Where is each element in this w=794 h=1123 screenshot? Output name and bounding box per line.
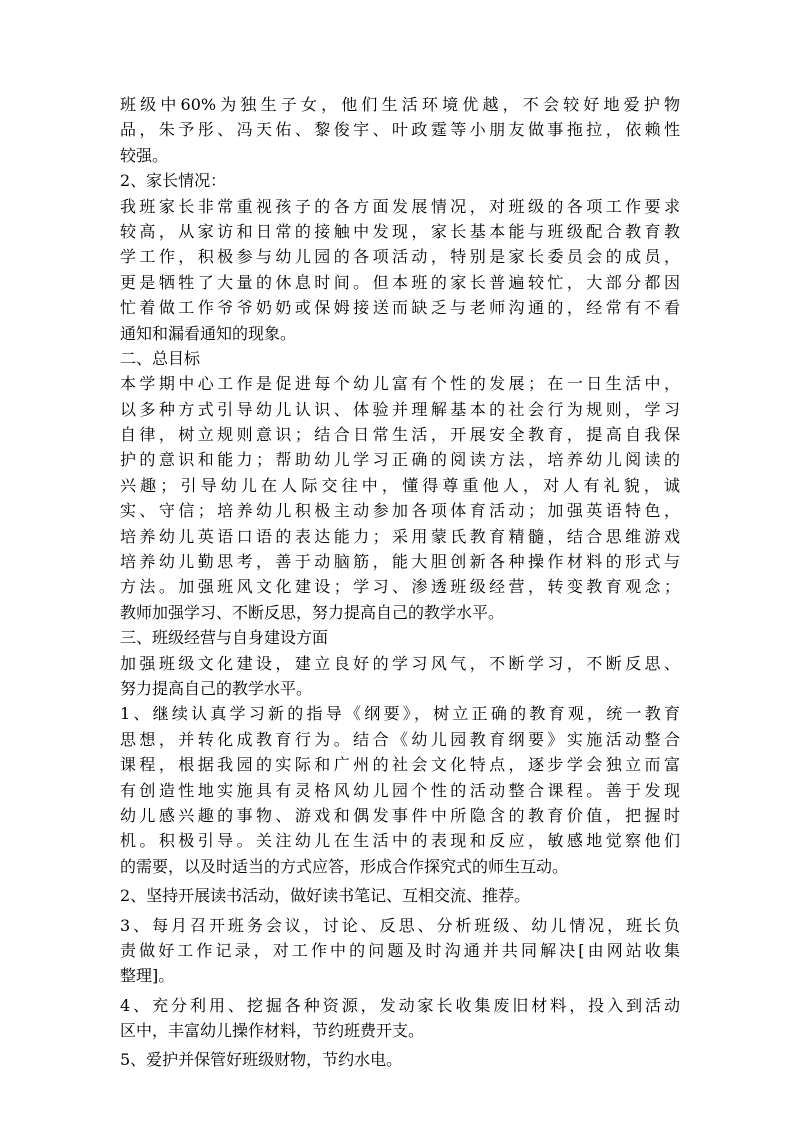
text-line: 实、守信；培养幼儿积极主动参加各项体育活动；加强英语特色，	[120, 501, 680, 521]
section-heading	[120, 346, 680, 371]
text-line: 我班家长非常重视孩子的各方面发展情况，对班级的各项工作要求	[120, 196, 680, 216]
text-line: 护的意识和能力；帮助幼儿学习正确的阅读方法，培养幼儿阅读的	[120, 450, 680, 470]
list-item	[120, 993, 680, 1044]
text-line: 教师加强学习、不断反思，努力提高自己的教学水平。	[120, 602, 505, 622]
text-line: 培养幼儿英语口语的表达能力；采用蒙氏教育精髓，结合思维游戏	[120, 526, 680, 546]
text-line: 二、总目标	[120, 348, 201, 368]
text-line: 5、爱护并保管好班级财物，节约水电。	[120, 1050, 403, 1070]
text-line: 1、继续认真学习新的指导《纲要》，树立正确的教育观，统一教育	[120, 704, 680, 724]
text-line: 责做好工作记录，对工作中的问题及时沟通并共同解决[由网站收集	[120, 940, 680, 960]
text-line: 学工作，积极参与幼儿园的各项活动，特别是家长委员会的成员，	[120, 247, 680, 267]
text-line: 自律，树立规则意识；结合日常生活，开展安全教育，提高自我保	[120, 425, 680, 445]
text-line: 2、坚持开展读书活动，做好读书笔记、互相交流、推荐。	[120, 886, 531, 906]
text-line: 班级中60%为独生子女，他们生活环境优越，不会较好地爱护物	[120, 95, 680, 114]
paragraph	[120, 92, 680, 168]
text-line: 更是牺牲了大量的休息时间。但本班的家长普遍较忙，大部分都因	[120, 272, 680, 292]
text-line: 通知和漏看通知的现象。	[120, 323, 297, 343]
list-item	[120, 883, 680, 908]
text-line: 品，朱予彤、冯天佑、黎俊宇、叶政霆等小朋友做事拖拉，依赖性	[120, 120, 680, 140]
document-page	[120, 92, 680, 1073]
text-line: 方法。加强班风文化建设；学习、渗透班级经营，转变教育观念；	[120, 577, 680, 597]
text-line: 的需要，以及时适当的方式应答，形成合作探究式的师生互动。	[120, 856, 569, 876]
text-line: 较高，从家访和日常的接触中发现，家长基本能与班级配合教育教	[120, 221, 680, 241]
section-heading	[120, 625, 680, 650]
text-line: 3、每月召开班务会议，讨论、反思、分析班级、幼儿情况，班长负	[120, 915, 680, 935]
text-line: 区中，丰富幼儿操作材料，节约班费开支。	[120, 1021, 425, 1041]
text-line: 加强班级文化建设，建立良好的学习风气，不断学习，不断反思、	[120, 653, 680, 673]
text-line: 兴趣；引导幼儿在人际交往中，懂得尊重他人，对人有礼貌，诚	[120, 475, 680, 495]
text-line: 努力提高自己的教学水平。	[120, 678, 313, 698]
text-line: 以多种方式引导幼儿认识、体验并理解基本的社会行为规则，学习	[120, 399, 680, 419]
text-line: 机。积极引导。关注幼儿在生活中的表现和反应，敏感地觉察他们	[120, 831, 680, 851]
text-line: 课程，根据我园的实际和广州的社会文化特点，逐步学会独立而富	[120, 755, 680, 775]
paragraph	[120, 194, 680, 346]
text-line: 本学期中心工作是促进每个幼儿富有个性的发展；在一日生活中，	[120, 374, 680, 394]
list-item	[120, 913, 680, 989]
paragraph	[120, 371, 680, 625]
text-line: 整理]。	[120, 966, 175, 986]
text-line: 较强。	[120, 145, 169, 165]
text-line: 2、家长情况：	[120, 171, 227, 191]
text-line: 4、充分利用、挖掘各种资源，发动家长收集废旧材料，投入到活动	[120, 995, 680, 1015]
list-item	[120, 1047, 680, 1072]
text-line: 忙着做工作爷爷奶奶或保姆接送而缺乏与老师沟通的，经常有不看	[120, 298, 680, 318]
text-line: 幼儿感兴趣的事物、游戏和偶发事件中所隐含的教育价值，把握时	[120, 805, 680, 825]
list-item	[120, 701, 680, 879]
text-line: 有创造性地实施具有灵格风幼儿园个性的活动整合课程。善于发现	[120, 780, 680, 800]
paragraph	[120, 651, 680, 702]
section-heading	[120, 168, 680, 193]
text-line: 思想，并转化成教育行为。结合《幼儿园教育纲要》实施活动整合	[120, 729, 680, 749]
text-line: 培养幼儿勤思考，善于动脑筋，能大胆创新各种操作材料的形式与	[120, 552, 680, 572]
text-line: 三、班级经营与自身建设方面	[120, 628, 329, 648]
